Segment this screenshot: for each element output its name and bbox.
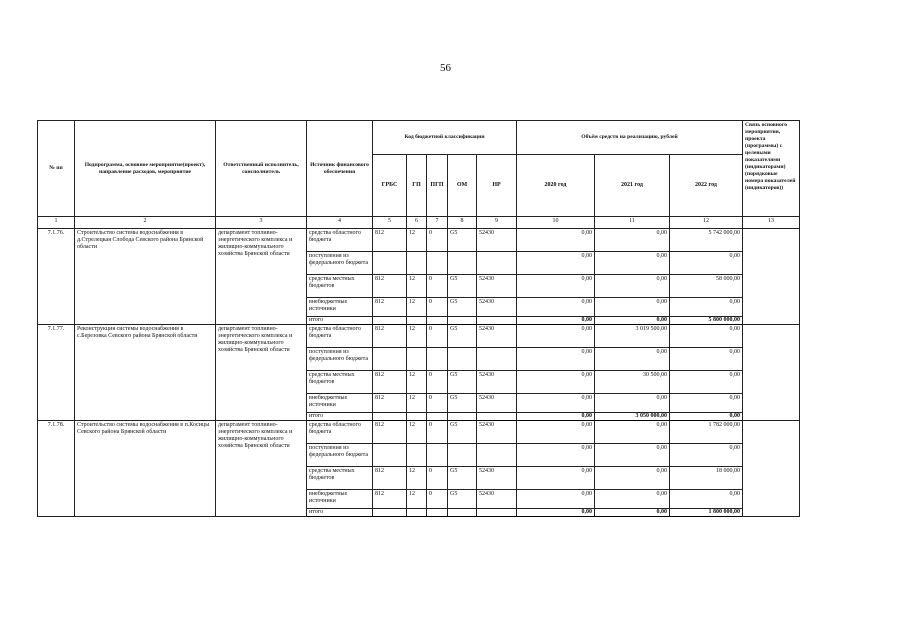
funding-source: поступления из федерального бюджета: [307, 252, 373, 275]
funding-source: средства областного бюджета: [307, 229, 373, 252]
funding-source: средства местных бюджетов: [307, 371, 373, 394]
amount-2021: 0,00: [595, 490, 670, 509]
code-pgp: 0: [427, 298, 448, 317]
total-y2022: 1 800 000,00: [670, 509, 743, 517]
indicator-link: [743, 421, 800, 517]
responsible-executor: департамент топливно-энергетического комплекса и жилищно-коммунального хозяйства Брянской области: [216, 229, 307, 325]
funding-source: внебюджетные источники: [307, 490, 373, 509]
code-om: G5: [448, 298, 477, 317]
amount-2020: 0,00: [517, 421, 595, 444]
funding-source: средства областного бюджета: [307, 325, 373, 348]
code-pgp: 0: [427, 467, 448, 490]
funding-source: внебюджетные источники: [307, 394, 373, 413]
code-gp: 12: [407, 371, 427, 394]
code-nr: [477, 252, 517, 275]
amount-2020: 0,00: [517, 325, 595, 348]
col-number: 5: [373, 217, 407, 229]
code-om: G5: [448, 394, 477, 413]
col-number: 7: [427, 217, 448, 229]
code-grbs: 812: [373, 490, 407, 509]
measure-name: Реконструкция системы водоснабжения в с.Березовка Севского района Брянской области: [75, 325, 216, 421]
code-pgp: [427, 252, 448, 275]
header-code-pgp: ПГП: [427, 155, 448, 217]
code-gp: 12: [407, 275, 427, 298]
code-grbs: 812: [373, 229, 407, 252]
header-year-2022: 2022 год: [670, 155, 743, 217]
empty-code-cell: [427, 509, 448, 517]
total-y2022: 5 800 000,00: [670, 317, 743, 325]
header-code-gp: ГП: [407, 155, 427, 217]
amount-2020: 0,00: [517, 252, 595, 275]
total-y2021: 3 050 000,00: [595, 413, 670, 421]
code-pgp: 0: [427, 325, 448, 348]
total-y2021: 0,00: [595, 317, 670, 325]
header-volume-group: Объём средств на реализацию, рублей: [517, 121, 743, 155]
code-grbs: 812: [373, 325, 407, 348]
empty-code-cell: [407, 509, 427, 517]
empty-code-cell: [477, 317, 517, 325]
funding-source: средства местных бюджетов: [307, 467, 373, 490]
header-year-2021: 2021 год: [595, 155, 670, 217]
responsible-executor: департамент топливно-энергетического комплекса и жилищно-коммунального хозяйства Брянской области: [216, 421, 307, 517]
amount-2020: 0,00: [517, 348, 595, 371]
header-code-group: Код бюджетной классификации: [373, 121, 517, 155]
table-row: [38, 229, 800, 252]
amount-2022: 0,00: [670, 490, 743, 509]
code-nr: 52430: [477, 298, 517, 317]
amount-2022: 0,00: [670, 298, 743, 317]
header-num: № пп: [38, 121, 75, 217]
col-number: 1: [38, 217, 75, 229]
header-code-grbs: ГРБС: [373, 155, 407, 217]
code-om: G5: [448, 275, 477, 298]
code-gp: [407, 444, 427, 467]
total-label: итого: [307, 413, 373, 421]
code-gp: 12: [407, 229, 427, 252]
amount-2021: 0,00: [595, 467, 670, 490]
code-nr: 52430: [477, 275, 517, 298]
amount-2022: 0,00: [670, 348, 743, 371]
amount-2021: 0,00: [595, 229, 670, 252]
code-gp: 12: [407, 325, 427, 348]
funding-source: внебюджетные источники: [307, 298, 373, 317]
total-y2022: 0,00: [670, 413, 743, 421]
total-y2021: 0,00: [595, 509, 670, 517]
code-pgp: 0: [427, 421, 448, 444]
table-body: [38, 229, 800, 517]
empty-code-cell: [427, 317, 448, 325]
empty-code-cell: [448, 317, 477, 325]
col-number: 9: [477, 217, 517, 229]
amount-2022: 0,00: [670, 252, 743, 275]
amount-2021: 0,00: [595, 275, 670, 298]
total-y2020: 0,00: [517, 413, 595, 421]
amount-2020: 0,00: [517, 394, 595, 413]
code-nr: 52430: [477, 325, 517, 348]
page-number: 56: [440, 62, 451, 74]
col-number: 3: [216, 217, 307, 229]
code-gp: [407, 348, 427, 371]
code-om: G5: [448, 490, 477, 509]
code-gp: 12: [407, 467, 427, 490]
funding-source: средства областного бюджета: [307, 421, 373, 444]
code-grbs: [373, 348, 407, 371]
col-number: 13: [743, 217, 800, 229]
col-number: 2: [75, 217, 216, 229]
amount-2022: 5 742 000,00: [670, 229, 743, 252]
code-grbs: 812: [373, 394, 407, 413]
code-grbs: 812: [373, 371, 407, 394]
header-source: Источник финансового обеспечения: [307, 121, 373, 217]
code-pgp: 0: [427, 394, 448, 413]
header-code-om: ОМ: [448, 155, 477, 217]
amount-2022: 0,00: [670, 325, 743, 348]
code-grbs: 812: [373, 298, 407, 317]
table-row: [38, 325, 800, 348]
measure-name: Строительство системы водоснабжения в п.Косицы Севского района Брянской области: [75, 421, 216, 517]
empty-code-cell: [407, 317, 427, 325]
code-grbs: 812: [373, 275, 407, 298]
code-om: [448, 252, 477, 275]
empty-code-cell: [427, 413, 448, 421]
code-grbs: [373, 252, 407, 275]
code-pgp: [427, 444, 448, 467]
indicator-link: [743, 325, 800, 421]
amount-2021: 3 019 500,00: [595, 325, 670, 348]
amount-2020: 0,00: [517, 298, 595, 317]
amount-2022: 0,00: [670, 394, 743, 413]
code-gp: 12: [407, 394, 427, 413]
col-number: 10: [517, 217, 595, 229]
code-om: [448, 444, 477, 467]
budget-table: [37, 120, 800, 517]
code-nr: [477, 348, 517, 371]
row-number: 7.1.77.: [38, 325, 75, 421]
empty-code-cell: [373, 509, 407, 517]
funding-source: средства местных бюджетов: [307, 275, 373, 298]
code-nr: [477, 444, 517, 467]
amount-2020: 0,00: [517, 371, 595, 394]
row-number: 7.1.76.: [38, 229, 75, 325]
col-number: 6: [407, 217, 427, 229]
code-nr: 52430: [477, 229, 517, 252]
amount-2022: 18 000,00: [670, 467, 743, 490]
header-link: Связь основного мероприятия, проекта (программы) с целевыми показателями (индикаторами) (порядковые номера показателей (индикаторов)): [743, 121, 800, 217]
responsible-executor: департамент топливно-энергетического комплекса и жилищно-коммунального хозяйства Брянской области: [216, 325, 307, 421]
empty-code-cell: [407, 413, 427, 421]
code-om: G5: [448, 325, 477, 348]
measure-name: Строительство системы водоснабжения в д.Стрелецкая Слобода Севского района Брянской области: [75, 229, 216, 325]
total-y2020: 0,00: [517, 317, 595, 325]
amount-2021: 0,00: [595, 421, 670, 444]
amount-2021: 0,00: [595, 252, 670, 275]
amount-2022: 1 782 000,00: [670, 421, 743, 444]
code-gp: 12: [407, 490, 427, 509]
code-gp: [407, 252, 427, 275]
amount-2021: 0,00: [595, 348, 670, 371]
amount-2020: 0,00: [517, 229, 595, 252]
code-nr: 52430: [477, 490, 517, 509]
amount-2020: 0,00: [517, 467, 595, 490]
code-om: [448, 348, 477, 371]
code-gp: 12: [407, 298, 427, 317]
code-pgp: 0: [427, 371, 448, 394]
funding-source: поступления из федерального бюджета: [307, 444, 373, 467]
amount-2022: 0,00: [670, 371, 743, 394]
empty-code-cell: [477, 413, 517, 421]
total-label: итого: [307, 509, 373, 517]
amount-2020: 0,00: [517, 490, 595, 509]
empty-code-cell: [477, 509, 517, 517]
row-number: 7.1.78.: [38, 421, 75, 517]
amount-2021: 0,00: [595, 394, 670, 413]
total-label: итого: [307, 317, 373, 325]
code-om: G5: [448, 467, 477, 490]
amount-2022: 58 000,00: [670, 275, 743, 298]
empty-code-cell: [373, 317, 407, 325]
code-grbs: 812: [373, 421, 407, 444]
amount-2020: 0,00: [517, 275, 595, 298]
empty-code-cell: [373, 413, 407, 421]
code-nr: 52430: [477, 421, 517, 444]
amount-2020: 0,00: [517, 444, 595, 467]
code-pgp: [427, 348, 448, 371]
empty-code-cell: [448, 413, 477, 421]
code-om: G5: [448, 229, 477, 252]
col-number: 8: [448, 217, 477, 229]
header-code-nr: НР: [477, 155, 517, 217]
header-year-2020: 2020 год: [517, 155, 595, 217]
col-number: 12: [670, 217, 743, 229]
amount-2021: 0,00: [595, 444, 670, 467]
code-grbs: 812: [373, 467, 407, 490]
code-om: G5: [448, 371, 477, 394]
code-pgp: 0: [427, 229, 448, 252]
code-gp: 12: [407, 421, 427, 444]
empty-code-cell: [448, 509, 477, 517]
code-nr: 52430: [477, 394, 517, 413]
code-pgp: 0: [427, 275, 448, 298]
total-y2020: 0,00: [517, 509, 595, 517]
code-pgp: 0: [427, 490, 448, 509]
indicator-link: [743, 229, 800, 325]
amount-2021: 30 500,00: [595, 371, 670, 394]
table-row: [38, 421, 800, 444]
code-om: G5: [448, 421, 477, 444]
code-grbs: [373, 444, 407, 467]
col-number: 11: [595, 217, 670, 229]
code-nr: 52430: [477, 467, 517, 490]
funding-source: поступления из федерального бюджета: [307, 348, 373, 371]
code-nr: 52430: [477, 371, 517, 394]
amount-2021: 0,00: [595, 298, 670, 317]
header-subprogram: Подпрограмма, основное мероприятие(проект), направление расходов, мероприятие: [75, 121, 216, 217]
amount-2022: 0,00: [670, 444, 743, 467]
col-number: 4: [307, 217, 373, 229]
header-responsible: Ответственный исполнитель, соисполнитель: [216, 121, 307, 217]
